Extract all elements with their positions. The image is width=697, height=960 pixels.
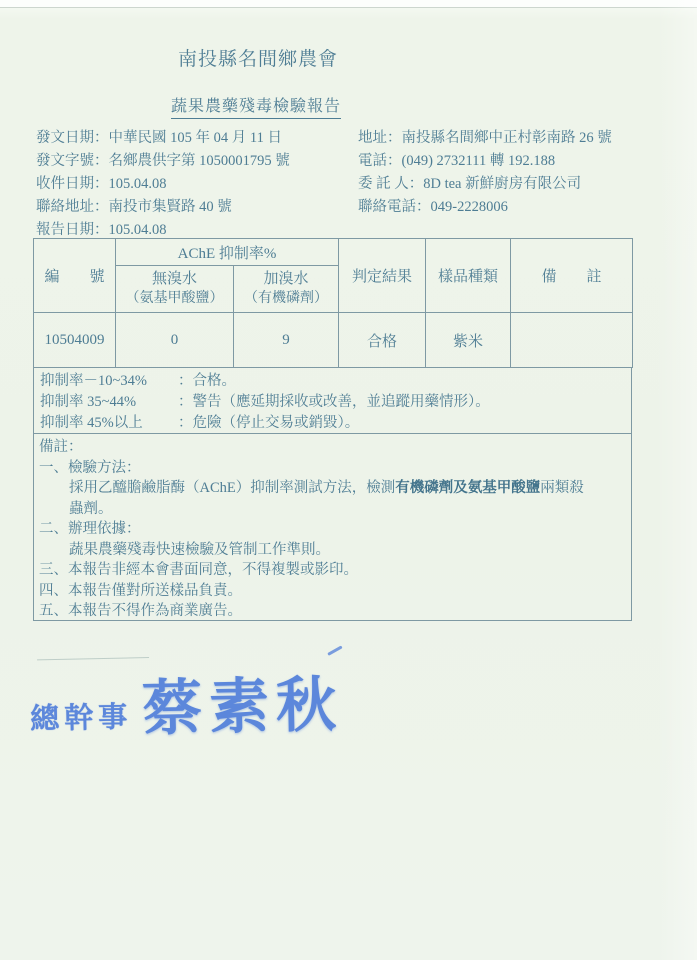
client-value: 8D tea 新鮮廚房有限公司 (423, 176, 582, 192)
col-header-sample-id: 編 號 (34, 239, 116, 313)
issue-date-line (36, 127, 290, 150)
note4-line: 四、本報告僅對所送樣品負責。 (39, 582, 242, 599)
criteria-pass-text: ：合格。 (178, 373, 236, 389)
col-header-remark: 備 註 (511, 239, 633, 313)
stamp-title-general-manager: 總幹事 (29, 701, 133, 736)
note1-body-pre: 採用乙醯膽鹼脂酶（AChE）抑制率測試方法，檢測 (69, 480, 396, 496)
info-block-left (36, 127, 290, 242)
note1-title: 檢驗方法： (68, 459, 141, 476)
report-date-label: 報告日期： (36, 222, 109, 238)
report-date-value: 105.04.08 (108, 222, 167, 238)
paper-right-shade (657, 0, 697, 960)
note1-body-post: 兩類殺 (540, 480, 584, 496)
note2-body: 蔬果農藥殘毒快速檢驗及管制工作準則。 (69, 541, 330, 558)
issue-date-label: 發文日期： (36, 130, 109, 146)
col-header-ache-group: AChE 抑制率% (116, 239, 339, 266)
report-title: 蔬果農藥殘毒檢驗報告 (171, 93, 341, 119)
notes-heading: 備註： (39, 439, 83, 455)
note1-title-line (39, 458, 625, 479)
contact-address-line (36, 196, 290, 219)
note1-body-line1 (39, 478, 625, 499)
report-title-wrap (0, 93, 512, 119)
phone-label: 電話： (358, 153, 402, 169)
criteria-pass-range: 抑制率－10~34% (40, 373, 147, 389)
notes-box (33, 433, 632, 621)
phone-value: (049) 2732111 轉 192.188 (401, 153, 556, 169)
client-label: 委 託 人： (358, 176, 424, 192)
note3-line: 三、本報告非經本會書面同意，不得複製或影印。 (39, 562, 358, 578)
organophosphate-header-line1: 加溴水 (263, 271, 309, 287)
note1-number: 一、 (39, 459, 68, 476)
col-header-organophosphate (234, 266, 339, 313)
carbamate-header-line1: 無溴水 (151, 271, 197, 287)
note2-number: 二、 (39, 521, 68, 537)
contact-phone-label: 聯絡電話： (358, 199, 431, 215)
client-line (358, 173, 612, 196)
receive-date-label: 收件日期： (36, 176, 109, 192)
criteria-warning-range: 抑制率 35~44% (40, 394, 137, 410)
doc-number-line (36, 150, 290, 173)
col-header-sample-type: 樣品種類 (426, 239, 511, 313)
report-body (33, 238, 632, 621)
col-header-carbamate (116, 266, 234, 313)
receive-date-line (36, 173, 290, 196)
cell-organophosphate-value: 9 (234, 313, 339, 368)
note2-title: 辦理依據： (68, 521, 141, 537)
criteria-warning-text: ：警告（應延期採收或改善，並追蹤用藥情形）。 (178, 394, 490, 410)
address-line (358, 127, 612, 150)
receive-date-value: 105.04.08 (108, 176, 167, 192)
contact-address-value: 南投市集賢路 40 號 (108, 199, 232, 215)
criteria-pass-line (40, 371, 625, 392)
note5-line: 五、本報告不得作為商業廣告。 (39, 603, 242, 619)
cell-sample-id: 10504009 (34, 313, 116, 368)
cell-sample-type: 紫米 (426, 313, 511, 368)
criteria-danger-text: ：危險（停止交易或銷毀）。 (178, 415, 360, 431)
cell-carbamate-value: 0 (116, 313, 234, 368)
col-header-result: 判定結果 (339, 239, 426, 313)
address-label: 地址： (358, 130, 402, 146)
note1-body-bold: 有機磷劑及氨基甲酸鹽 (395, 480, 541, 496)
contact-address-label: 聯絡地址： (36, 199, 109, 215)
note2-title-line (39, 519, 625, 540)
cell-remark (511, 313, 633, 368)
criteria-danger-line (40, 413, 625, 434)
issue-date-value: 中華民國 105 年 04 月 11 日 (108, 130, 282, 146)
info-block-right (358, 127, 612, 219)
criteria-box (33, 367, 632, 434)
doc-number-label: 發文字號： (36, 153, 109, 169)
criteria-warning-line (40, 392, 625, 413)
organophosphate-header-line2: （有機磷劑） (244, 291, 328, 306)
table-row (34, 313, 633, 368)
contact-phone-value: 049-2228006 (430, 199, 508, 215)
phone-line (358, 150, 612, 173)
stamp-edge-mark (327, 645, 342, 655)
doc-number-value: 名鄉農供字第 1050001795 號 (108, 153, 290, 169)
criteria-danger-range: 抑制率 45%以上 (40, 415, 143, 431)
signature-stamp (29, 646, 371, 758)
results-table (33, 238, 633, 368)
org-name: 南投縣名間鄉農會 (177, 49, 338, 70)
note1-body-line2: 蟲劑。 (69, 500, 113, 517)
stamp-name-signature: 蔡素秋 (141, 671, 344, 742)
contact-phone-line (358, 196, 612, 219)
address-value: 南投縣名間鄉中正村彰南路 26 號 (401, 130, 612, 146)
paper-top-edge (0, 0, 697, 8)
carbamate-header-line2: （氨基甲酸鹽） (125, 291, 224, 306)
cell-result: 合格 (339, 313, 426, 368)
